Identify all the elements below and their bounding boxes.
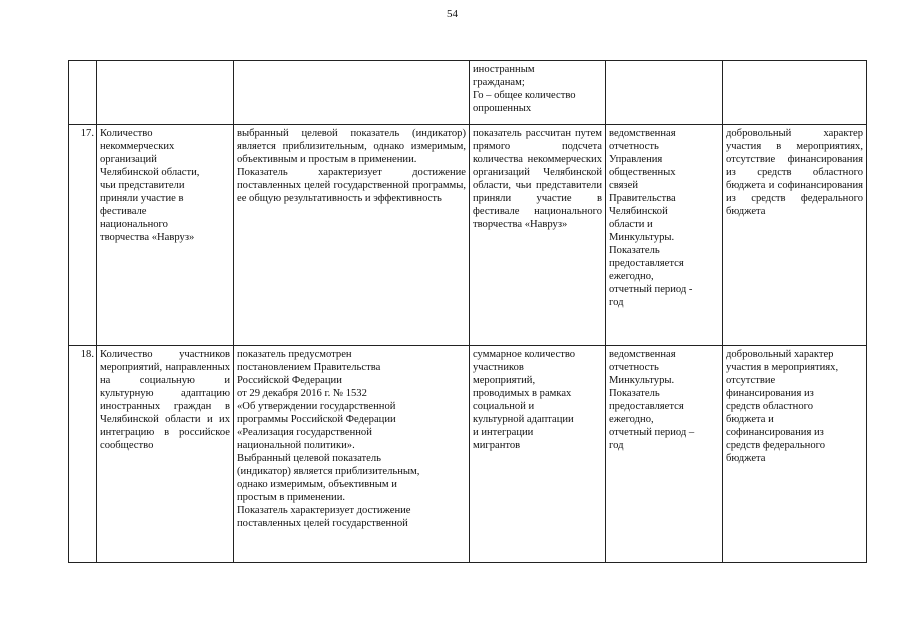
calculation-method-cell: показатель рассчитан путем прямого подсчета количества некоммерческих организаций Челябинской области, чьи представители приняли участие в фестивале национального творчества «Навруз»: [470, 125, 606, 346]
data-source-cell: ведомственная отчетность Управления общественных связей Правительства Челябинской области и Минкультуры. Показатель предоставляется ежегодно, отчетный период - год: [606, 125, 723, 346]
risk-factors-cell: добровольный характер участия в мероприятиях, отсутствие финансирования из средств областного бюджета и софинансирования из средств федерального бюджета: [723, 346, 867, 563]
data-source-cell: [606, 61, 723, 125]
indicators-table: [68, 60, 867, 563]
indicator-rationale-cell: выбранный целевой показатель (индикатор) является приблизительным, однако измеримым, объективным и простым в применении. Показатель характеризует достижение поставленных целей государственной программы, ее общую результативность и эффективность: [234, 125, 470, 346]
table-row-18: [69, 346, 867, 563]
indicator-name-cell: Количество некоммерческих организаций Челябинской области, чьи представители приняли участие в фестивале национального творчества «Навруз»: [97, 125, 234, 346]
data-source-cell: ведомственная отчетность Минкультуры. Показатель предоставляется ежегодно, отчетный период – год: [606, 346, 723, 563]
indicator-name-cell: Количество участников мероприятий, направленных на социальную и культурную адаптацию иностранных граждан в Челябинской области и их интеграцию в российское сообщество: [97, 346, 234, 563]
risk-factors-cell: добровольный характер участия в мероприятиях, отсутствие финансирования из средств областного бюджета и софинансирования из средств федерального бюджета: [723, 125, 867, 346]
risk-factors-cell: [723, 61, 867, 125]
indicator-rationale-cell: [234, 61, 470, 125]
indicator-rationale-cell: показатель предусмотрен постановлением Правительства Российской Федерации от 29 декабря 2016 г. № 1532 «Об утверждении государственной программы Российской Федерации «Реализация государственной национальной политики». Выбранный целевой показатель (индикатор) является приблизительным, однако измеримым, объективным и простым в применении. Показатель характеризует достижение поставленных целей государственной: [234, 346, 470, 563]
row-number: 17.: [69, 125, 97, 346]
row-number: [69, 61, 97, 125]
calculation-method-cell: суммарное количество участников мероприятий, проводимых в рамках социальной и культурной адаптации и интеграции мигрантов: [470, 346, 606, 563]
indicator-name-cell: [97, 61, 234, 125]
table-row-continuation: [69, 61, 867, 125]
calculation-method-cell: иностранным гражданам; Го – общее количество опрошенных: [470, 61, 606, 125]
table-row-17: [69, 125, 867, 346]
page-number: 54: [447, 8, 458, 20]
row-number: 18.: [69, 346, 97, 563]
